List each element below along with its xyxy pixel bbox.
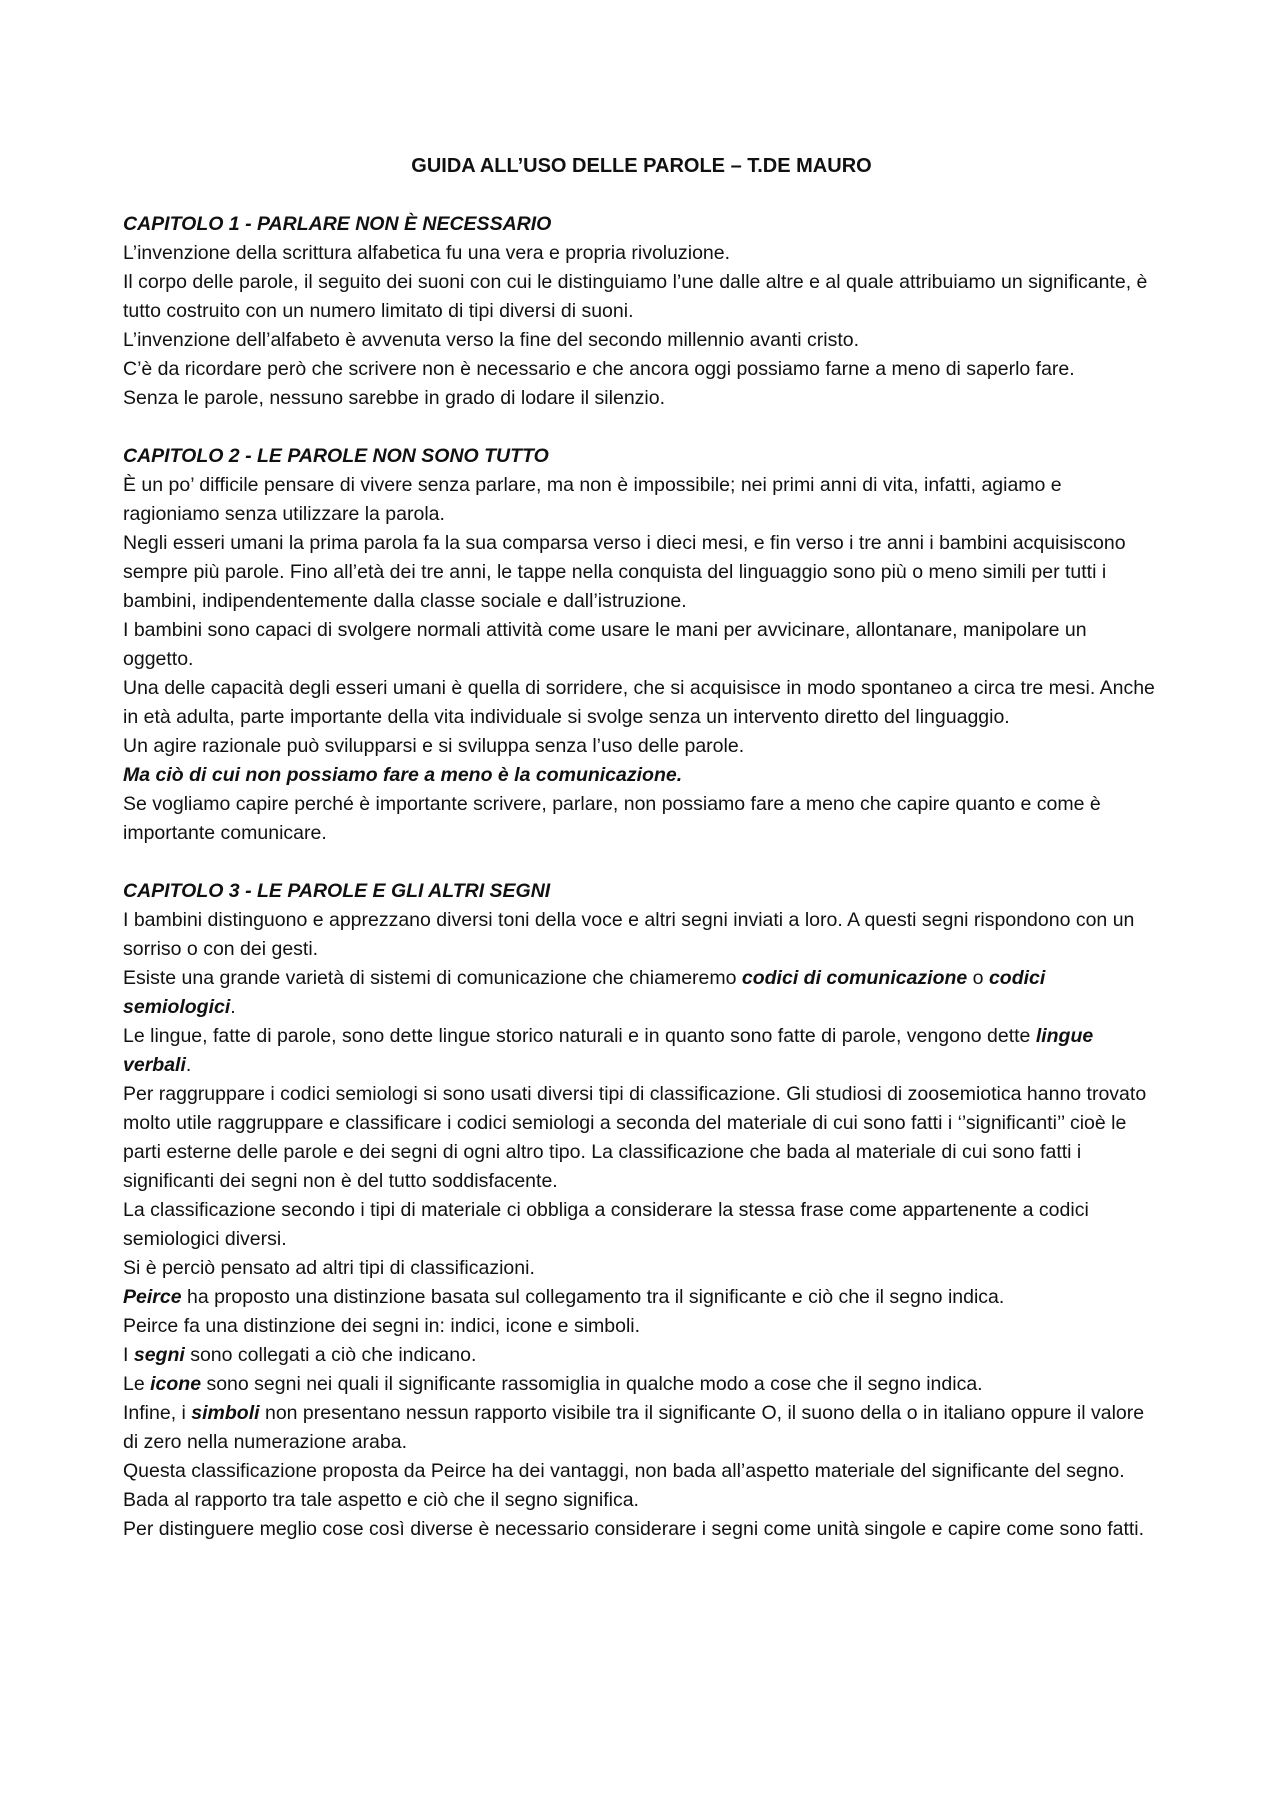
paragraph [123,1341,1160,1370]
emphasis-text: Peirce [123,1286,182,1308]
document-title: GUIDA ALL’USO DELLE PAROLE – T.DE MAURO [411,155,872,177]
paragraph [123,1457,1160,1515]
paragraph [123,529,1160,616]
paragraph-text: ha proposto una distinzione basata sul collegamento tra il significante e ciò che il segno indica. [181,1286,1005,1308]
chapters-container [123,210,1160,1544]
paragraph-text: I [123,1344,134,1366]
paragraph-text: non presentano nessun rapporto visibile tra il significante O, il suono della o in italiano oppure il valore di zero nella numerazione araba. [123,1402,1145,1453]
paragraph-text: I bambini sono capaci di svolgere normali attività come usare le mani per avvicinare, allontanare, manipolare un oggetto. [123,619,1087,670]
paragraph [123,732,1160,761]
paragraph [123,268,1160,326]
chapter-heading: CAPITOLO 1 - PARLARE NON È NECESSARIO [123,213,552,235]
emphasis-text: icone [150,1373,202,1395]
paragraph-text: Il corpo delle parole, il seguito dei suoni con cui le distinguiamo l’une dalle altre e al quale attribuiamo un significante, è tutto costruito con un numero limitato di tipi diversi di suoni. [123,271,1148,322]
paragraph [123,1370,1160,1399]
emphasis-text: simboli [191,1402,260,1424]
paragraph [123,964,1160,1022]
chapter-1 [123,210,1160,413]
paragraph [123,471,1160,529]
paragraph [123,1080,1160,1196]
chapter-heading: CAPITOLO 2 - LE PAROLE NON SONO TUTTO [123,445,549,467]
paragraph-text: La classificazione secondo i tipi di materiale ci obbliga a considerare la stessa frase come appartenente a codici semiologici diversi. [123,1199,1089,1250]
paragraph-text: Infine, i [123,1402,192,1424]
paragraph-text: C’è da ricordare però che scrivere non è necessario e che ancora oggi possiamo farne a meno di saperlo fare. [123,358,1075,380]
paragraph-text: L’invenzione della scrittura alfabetica fu una vera e propria rivoluzione. [123,242,731,264]
paragraph-text: Esiste una grande varietà di sistemi di comunicazione che chiameremo [123,967,742,989]
paragraph-text: Peirce fa una distinzione dei segni in: indici, icone e simboli. [123,1315,641,1337]
emphasis-text: lingue verbali [123,1025,1094,1076]
paragraph [123,761,1160,790]
paragraph [123,1283,1160,1312]
paragraph-text: Senza le parole, nessuno sarebbe in grado di lodare il silenzio. [123,387,666,409]
chapter-2 [123,442,1160,848]
paragraph [123,1196,1160,1254]
paragraph-text: Per raggruppare i codici semiologi si sono usati diversi tipi di classificazione. Gli studiosi di zoosemiotica hanno trovato molto utile raggruppare e classificare i codici semiologi a seconda del materiale di cui sono fatti i ‘’significanti’’ cioè le parti esterne delle parole e dei segni di ogni altro tipo. La classificazione che bada al materiale di cui sono fatti i significanti dei segni non è del tutto soddisfacente. [123,1083,1147,1192]
paragraph-text: Per distinguere meglio cose così diverse è necessario considerare i segni come unità singole e capire come sono fatti. [123,1518,1145,1540]
paragraph-text: . [230,996,236,1018]
paragraph [123,239,1160,268]
paragraph-text: Le [123,1373,151,1395]
paragraph-text: . [185,1054,192,1076]
paragraph [123,906,1160,964]
paragraph-text: Le lingue, fatte di parole, sono dette lingue storico naturali e in quanto sono fatte di parole, vengono dette [123,1025,1036,1047]
paragraph [123,790,1160,848]
paragraph [123,1399,1160,1457]
emphasis-text: codici di comunicazione [741,967,968,989]
paragraph-text: Negli esseri umani la prima parola fa la sua comparsa verso i dieci mesi, e fin verso i tre anni i bambini acquisiscono sempre più parole. Fino all’età dei tre anni, le tappe nella conquista del linguaggio sono più o meno simili per tutti i bambini, indipendentemente dalla classe sociale e dall’istruzione. [123,532,1126,612]
paragraph-text: Se vogliamo capire perché è importante scrivere, parlare, non possiamo fare a meno che capire quanto e come è importante comunicare. [123,793,1101,844]
paragraph-text: Una delle capacità degli esseri umani è quella di sorridere, che si acquisisce in modo spontaneo a circa tre mesi. Anche in età adulta, parte importante della vita individuale si svolge senza un intervento diretto del linguaggio. [123,677,1155,728]
paragraph [123,1312,1160,1341]
paragraph [123,1254,1160,1283]
paragraph-text: sono segni nei quali il significante rassomiglia in qualche modo a cose che il segno indica. [201,1373,983,1395]
emphasis-text: codici semiologici [123,967,1046,1018]
paragraph-text: Questa classificazione proposta da Peirce ha dei vantaggi, non bada all’aspetto materiale del significante del segno. Bada al rapporto tra tale aspetto e ciò che il segno significa. [123,1460,1125,1511]
chapter-heading: CAPITOLO 3 - LE PAROLE E GLI ALTRI SEGNI [123,880,551,902]
paragraph [123,355,1160,384]
paragraph [123,326,1160,355]
paragraph-text: sono collegati a ciò che indicano. [184,1344,477,1366]
paragraph [123,1515,1160,1544]
paragraph-text: L’invenzione dell’alfabeto è avvenuta verso la fine del secondo millennio avanti cristo. [123,329,860,351]
paragraph [123,1022,1160,1080]
paragraph-text: o [967,967,989,989]
paragraph-text: I bambini distinguono e apprezzano diversi toni della voce e altri segni inviati a loro. A questi segni rispondono con un sorriso o con dei gesti. [123,909,1135,960]
paragraph-text: Si è perciò pensato ad altri tipi di classificazioni. [123,1257,535,1279]
emphasis-text: segni [133,1344,185,1366]
paragraph-text: È un po’ difficile pensare di vivere senza parlare, ma non è impossibile; nei primi anni di vita, infatti, agiamo e ragioniamo senza utilizzare la parola. [123,474,1062,525]
paragraph [123,616,1160,674]
paragraph-text: Un agire razionale può svilupparsi e si sviluppa senza l’uso delle parole. [123,735,745,757]
chapter-3 [123,877,1160,1544]
paragraph [123,674,1160,732]
paragraph [123,384,1160,413]
emphasis-text: Ma ciò di cui non possiamo fare a meno è la comunicazione. [123,764,683,786]
